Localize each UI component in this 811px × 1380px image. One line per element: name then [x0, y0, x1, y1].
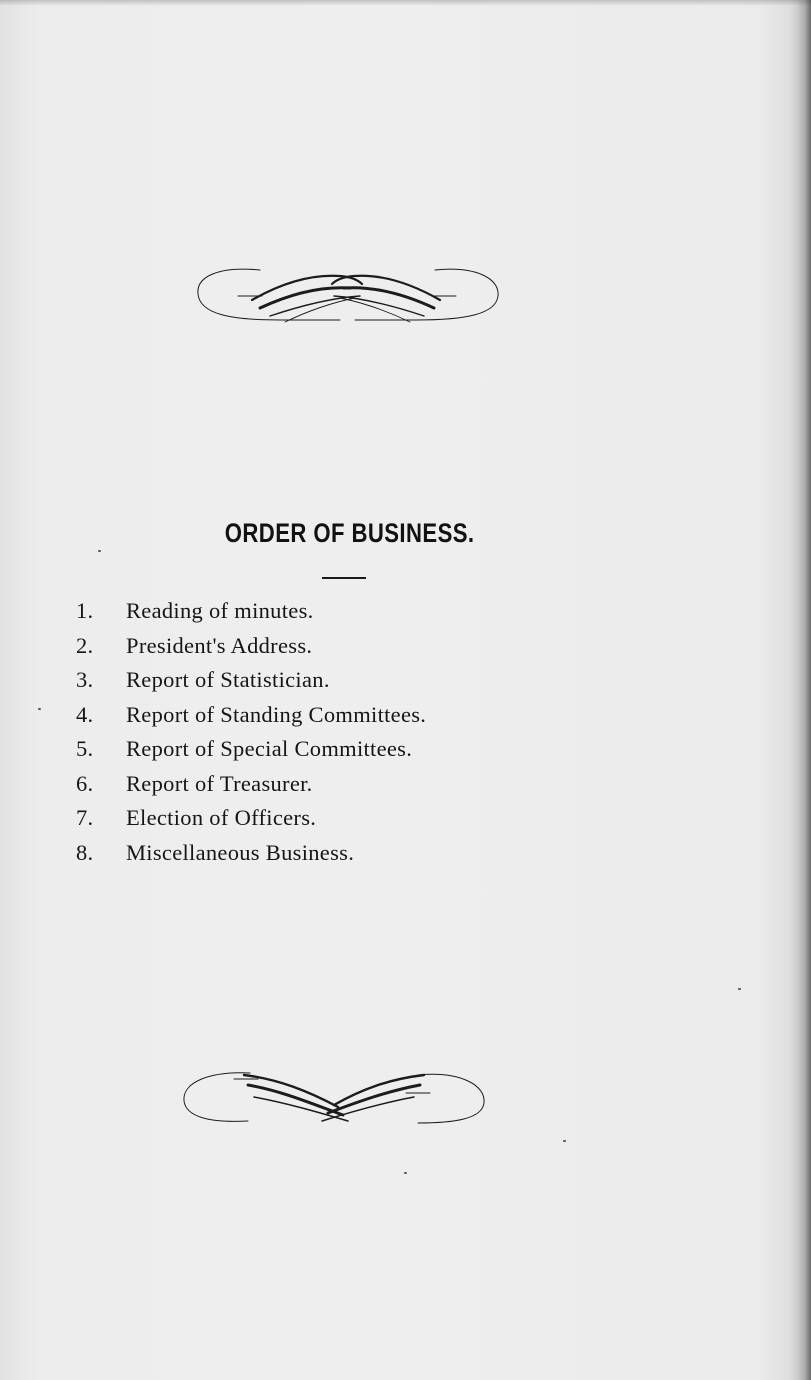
item-number: 2.: [76, 632, 94, 658]
item-text: Report of Statistician.: [126, 667, 330, 692]
item-number: 1.: [76, 598, 94, 623]
item-text: Report of Special Committees.: [126, 736, 413, 761]
bottom-flourish-ornament: [178, 1065, 490, 1129]
item-text: Report of Standing Committees.: [126, 701, 427, 727]
list-item: [76, 805, 596, 840]
page-title: ORDER OF BUSINESS.: [224, 518, 475, 548]
item-number: 3.: [76, 667, 94, 692]
paper-speck: [738, 988, 741, 990]
list-item: [76, 598, 596, 633]
paper-speck: [38, 708, 41, 710]
list-item: [76, 771, 596, 806]
page-top-edge: [0, 0, 811, 6]
binding-edge: [789, 0, 811, 1380]
list-item: [76, 736, 596, 771]
list-item: [76, 667, 596, 702]
order-of-business-list: [76, 598, 596, 874]
item-number: 7.: [76, 805, 94, 830]
list-item: [76, 633, 596, 668]
item-text: Report of Treasurer.: [126, 770, 313, 796]
top-flourish-ornament: [190, 262, 505, 328]
paper-speck: [98, 550, 101, 552]
paper-speck: [563, 1140, 566, 1142]
item-number: 6.: [76, 770, 94, 796]
item-number: 4.: [76, 701, 94, 727]
paper-speck: [404, 1172, 407, 1174]
item-text: Miscellaneous Business.: [126, 839, 355, 865]
list-item: [76, 702, 596, 737]
item-number: 5.: [76, 736, 94, 761]
title-rule-divider: [322, 577, 366, 579]
item-text: President's Address.: [126, 632, 313, 658]
list-item: [76, 840, 596, 875]
item-text: Reading of minutes.: [126, 598, 314, 623]
item-number: 8.: [76, 839, 94, 865]
item-text: Election of Officers.: [126, 805, 317, 830]
